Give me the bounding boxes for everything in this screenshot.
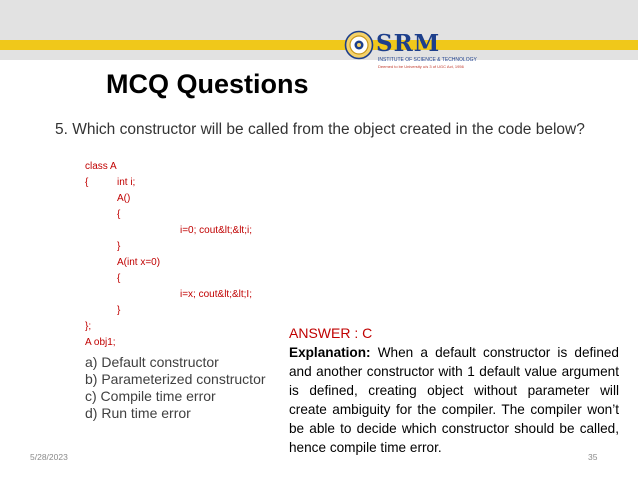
- slide-title: MCQ Questions: [106, 69, 309, 99]
- explanation-paragraph: [289, 343, 619, 457]
- logo-tagline: Deemed to be University u/s 3 of UGC Act, 1956: [378, 64, 464, 69]
- header-stripe-yellow: [0, 40, 638, 50]
- logo-subtitle: INSTITUTE OF SCIENCE & TECHNOLOGY: [378, 57, 477, 63]
- footer-page-number: 35: [588, 452, 598, 462]
- srm-logo: [344, 30, 477, 74]
- code-line: {: [85, 177, 89, 188]
- answer-text: ANSWER : C: [289, 325, 373, 341]
- code-line: {: [117, 273, 121, 284]
- srm-seal-icon: [344, 30, 374, 60]
- header-stripe-gray-lower: [0, 50, 638, 60]
- answer-block: [289, 324, 619, 457]
- option-b: b) Parameterized constructor: [85, 371, 266, 387]
- code-line: };: [85, 321, 92, 332]
- code-line: i=0; cout&lt;&lt;i;: [180, 225, 252, 236]
- logo-wordmark: SRM: [376, 30, 441, 57]
- code-line: }: [117, 305, 121, 316]
- code-line: int i;: [117, 177, 136, 188]
- explanation-text: When a default constructor is defined and another constructor with 1 default value argument is defined, creating object without parameter will create ambiguity for the compiler. The compiler won’t be able to decide which constructor should be called, hence compile time error.: [289, 345, 619, 455]
- code-line: A(int x=0): [117, 257, 161, 268]
- code-snippet: [85, 160, 385, 348]
- footer-date: 5/28/2023: [30, 452, 68, 462]
- code-line: A obj1;: [85, 337, 116, 348]
- code-line: class A: [85, 161, 117, 172]
- answer-options: [85, 354, 266, 422]
- question-text: 5. Which constructor will be called from the object created in the code below?: [55, 121, 585, 138]
- option-c: c) Compile time error: [85, 388, 216, 404]
- option-d: d) Run time error: [85, 405, 191, 421]
- code-line: }: [117, 241, 121, 252]
- explanation-label: Explanation:: [289, 345, 371, 360]
- code-line: A(): [117, 193, 131, 204]
- header-stripe-gray: [0, 0, 638, 40]
- option-a: a) Default constructor: [85, 354, 219, 370]
- code-line: i=x; cout&lt;&lt;I;: [180, 289, 252, 300]
- code-line: {: [117, 209, 121, 220]
